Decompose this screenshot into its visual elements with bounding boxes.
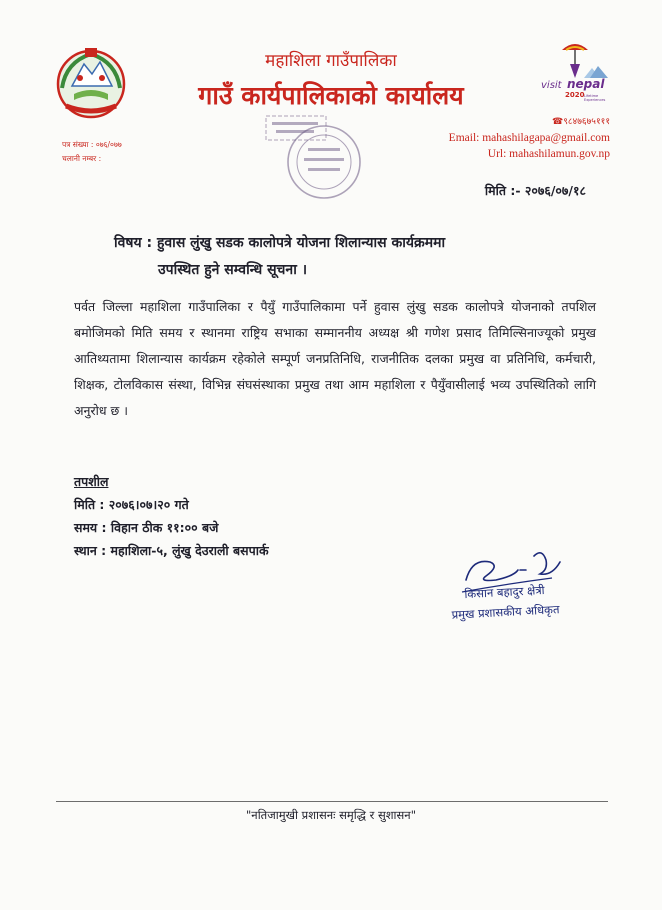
footer-divider xyxy=(56,801,608,802)
signatory-block xyxy=(429,578,581,626)
body-paragraph: पर्वत जिल्ला महाशिला गाउँपालिका र पैयुँ गाउँपालिकामा पर्ने हुवास लुंखु सडक कालोपत्रे योजनाको तपशिल बमोजिमको मिति समय र स्थानमा राष्ट्रिय सभाका सम्माननीय अध्यक्ष श्री गणेश प्रसाद तिमिल्सिनाज्यूको प्रमुख आतिथ्यतामा शिलान्यास कार्यक्रम रहेकोले सम्पूर्ण जनप्रतिनिधि, राजनीतिक दलका प्रमुख वा प्रतिनिधि, कर्मचारी, शिक्षक, टोलविकास संस्था, विभिन्न संघसंस्थाका प्रमुख तथा आम महाशिला र पैयुँवासीलाई भव्य उपस्थितिको लागि अनुरोध छ । xyxy=(74,299,596,418)
subject-line-1: विषय : हुवास लुंखु सडक कालोपत्रे योजना शिलान्यास कार्यक्रममा xyxy=(114,235,446,251)
details-place: स्थान : महाशिला-५, लुंखु देउराली बसपार्क xyxy=(74,543,269,558)
office-name: महाशिला गाउँपालिका xyxy=(265,51,397,71)
visit-nepal-logo-icon xyxy=(540,38,610,102)
svg-text:2020: 2020 xyxy=(565,91,585,99)
patra-sankhya: पत्र संख्या : ०७६/०७७ xyxy=(62,140,122,149)
signatory-title: प्रमुख प्रशासकीय अधिकृत xyxy=(451,602,560,622)
reference-block xyxy=(62,138,122,166)
subject-line-2: उपस्थित हुने सम्वन्धि सूचना । xyxy=(158,262,308,278)
website-url: Url: mahashilamun.gov.np xyxy=(487,148,610,160)
svg-text:Experiences: Experiences xyxy=(584,98,606,102)
office-stamp-icon xyxy=(262,112,372,204)
letter-date: मिति :- २०७६/०७/१८ xyxy=(484,183,586,198)
chalani-number: चलानी नम्बर : xyxy=(62,154,102,163)
subject-block xyxy=(114,230,594,284)
details-heading: तपशील xyxy=(74,474,109,489)
email-address: Email: mahashilagapa@gmail.com xyxy=(448,132,610,144)
details-time: समय : विहान ठीक ११:०० बजे xyxy=(74,520,219,535)
svg-text:Lifetime: Lifetime xyxy=(584,94,599,98)
svg-text:nepal: nepal xyxy=(567,77,605,91)
footer-motto: "नतिजामुखी प्रशासनः समृद्धि र सुशासन" xyxy=(246,808,416,822)
contact-block xyxy=(449,114,610,162)
phone-number: ☎९८४७६७५१११ xyxy=(551,117,610,127)
details-date: मिति : २०७६।०७।२० गते xyxy=(74,497,189,512)
signatory-name: किसान बहादुर क्षेत्री xyxy=(464,582,545,602)
details-block xyxy=(74,470,269,562)
office-title: गाउँ कार्यपालिकाको कार्यालय xyxy=(198,81,464,110)
svg-text:visit: visit xyxy=(541,80,562,91)
